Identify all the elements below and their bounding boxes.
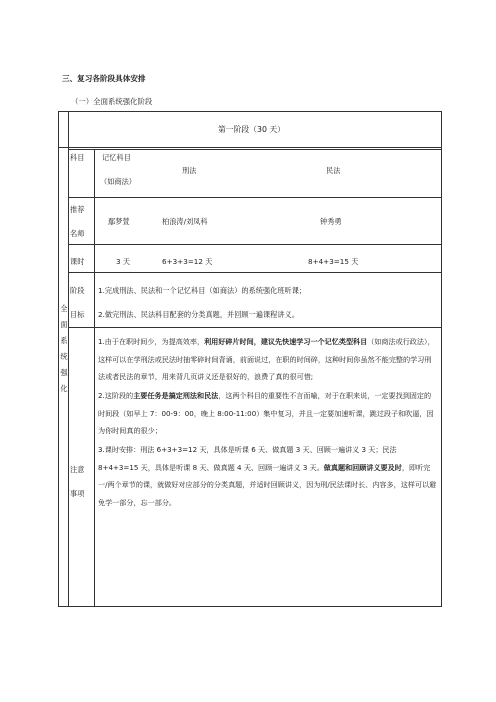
section-title: 三、复习各阶段具体安排	[62, 74, 146, 83]
row-divider-hours	[68, 272, 442, 273]
teacher-memory: 鄢梦萱	[108, 217, 130, 226]
row-divider-teacher	[68, 244, 442, 245]
row-label-goal-1: 阶段	[70, 286, 85, 295]
subject-memory-line1: 记忆科目	[102, 153, 131, 162]
side-char: 全	[60, 304, 68, 313]
schedule-table	[58, 111, 441, 606]
notes-paragraph-2	[98, 387, 438, 440]
notes-p2-c: ，这两个科目的重要性不言而喻，对于在职来说，一定要找到固定的时间段（如早上 7：00-9：00，晚上 8:00-11:00）集中复习，并且一定要加速听课，跳过段子和吹逼，因为你时间真的很少；	[98, 391, 434, 435]
subsection-title: （一）全面系统强化阶段	[71, 97, 153, 106]
hours-civil: 8+4+3=15 天	[308, 257, 359, 266]
subject-memory-line2: （如商法）	[100, 177, 136, 186]
side-char: 强	[60, 368, 68, 377]
row-divider-header	[58, 147, 442, 148]
notes-p1-b: 利用好碎片时间，建议先快速学习一个记忆类型科	[204, 337, 361, 346]
notes-p3-a: 3.课时安排：刑法 6+3+3=12 天，具体是听课 6 天、做真题 3 天、回顾一遍讲义 3 天；民法 8+4+3=15 天，具体是听课 8 天、做真题 4 天、回顾一遍讲义 3 天。	[98, 445, 397, 472]
subject-criminal: 刑法	[182, 166, 197, 175]
side-char: 面	[60, 320, 68, 329]
notes-p1-c: 目	[360, 337, 368, 346]
table-border-bottom	[58, 606, 442, 607]
row-divider-header-2	[68, 149, 442, 150]
row-label-subject: 科目	[70, 153, 85, 162]
table-border-top	[58, 111, 441, 112]
hours-memory: 3 天	[116, 257, 131, 266]
row-label-notes-2: 事项	[70, 489, 85, 498]
table-divider-label	[94, 149, 95, 606]
row-label-goal-2: 目标	[70, 310, 85, 319]
stage-side-label	[59, 301, 69, 397]
row-divider-goal	[68, 327, 442, 328]
row-label-teacher-1: 推荐	[70, 205, 85, 214]
side-char: 系	[60, 336, 68, 345]
notes-content	[98, 333, 438, 513]
hours-criminal: 6+3+3=12 天	[162, 257, 213, 266]
side-char: 化	[60, 384, 68, 393]
notes-p3-c: ，即听完一/两个章节的课，就做好对应部分的分类真题，并适时回顾讲义，因为刑/民法课时长、内容多，这样可以避免学一部分，忘一部分。	[98, 462, 437, 507]
goal-line-1: 1.完成刑法、民法和一个记忆科目（如商法）的系统强化班听课；	[98, 286, 307, 295]
table-border-right	[441, 111, 442, 606]
goal-line-2: 2.做完刑法、民法科目配套的分类真题，并回顾一遍课程讲义。	[98, 310, 299, 319]
stage-header: 第一阶段（30 天）	[218, 125, 285, 134]
notes-paragraph-1	[98, 333, 438, 386]
row-label-notes-1: 注意	[70, 465, 85, 474]
teacher-criminal: 柏浪涛/刘凤科	[162, 217, 208, 226]
row-divider-subject	[68, 197, 442, 198]
notes-p3-b: 做真题和回顾讲义要及时	[323, 462, 402, 472]
row-label-hours: 课时	[70, 257, 85, 266]
teacher-civil: 钟秀勇	[320, 217, 342, 226]
notes-paragraph-3	[98, 441, 438, 511]
side-char: 统	[60, 352, 68, 361]
notes-p2-b: 主要任务是搞定刑法和民法	[133, 391, 219, 400]
row-label-teacher-2: 名师	[70, 229, 85, 238]
notes-p1-a: 1.由于在职时间少，为提高效率，	[98, 337, 205, 346]
subject-civil: 民法	[326, 166, 341, 175]
notes-p1-d: （如商法或行政法），这样可以在学刑法或民法时抽零碎时间背诵，前面说过，在职的时间碎，这种时间你虽然不能完整的学习刑法或者民法的章节，用来背几页讲义还是很好的，浪费了真的很可惜;	[98, 337, 435, 381]
notes-p2-a: 2.这阶段的	[98, 391, 134, 400]
